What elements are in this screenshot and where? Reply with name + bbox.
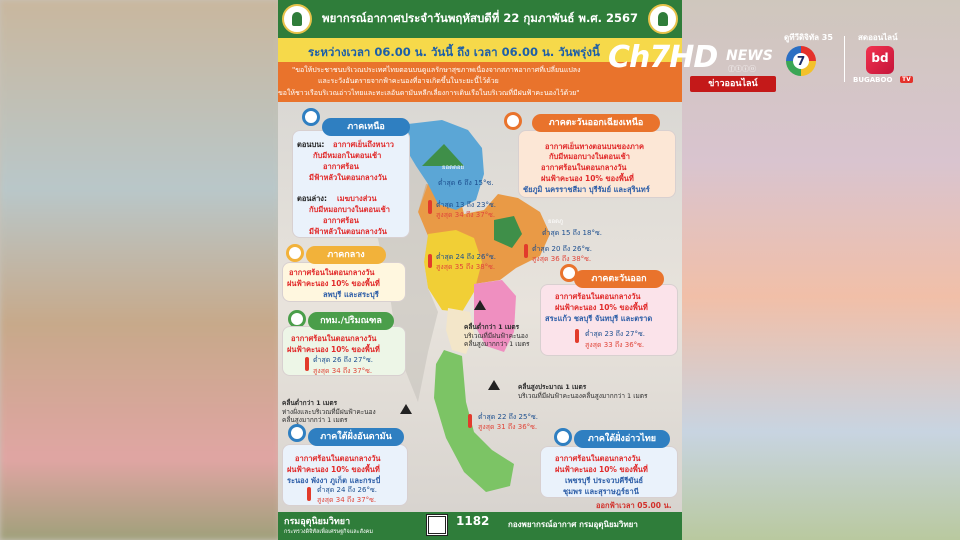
ch7hd-logo: Ch7HD [608,40,718,75]
channel7-icon: 7 [786,46,816,76]
bangkok-tmin: ต่ำสุด 26 ถึง 27°ซ. [313,356,373,364]
north-line: เมฆบางส่วน [337,194,377,203]
south-west-pin-icon [288,424,306,442]
advisory-line: "ขอให้ประชาชนบริเวณประเทศไทยตอนบนดูแลรักษาสุขภาพเนื่องจากสภาพอากาศที่เปลี่ยนแปลง [292,66,581,74]
weather-forecast-poster [278,0,682,540]
blurred-background-left [0,0,280,540]
andaman-wave-sub: คลื่นสูงมากกว่า 1 เมตร [282,416,348,424]
north-top-label: ตอนบน: [297,140,325,149]
bangkok-header: กทม./ปริมณฑล [308,312,394,330]
northeast-pin-icon [504,112,522,130]
central-card [282,262,406,302]
north-line: อากาศร้อน [323,162,359,171]
central-pin-icon [286,244,304,262]
north-line: กับมีหมอกในตอนเช้า [313,151,382,160]
advisory-line: ขอให้ชาวเรือบริเวณอ่าวไทยและทะเลอันดามันหลีกเลี่ยงการเดินเรือในบริเวณที่มีฝนฟ้าคะนองไว้ด้วย" [278,89,580,97]
footer-ministry: กระทรวงดิจิทัลเพื่อเศรษฐกิจและสังคม [284,529,373,535]
bugaboo-label: BUGABOO [853,76,893,84]
thermometer-icon [307,487,311,501]
central-line: ฝนฟ้าคะนอง 10% ของพื้นที่ [287,279,380,288]
north-pin-icon [302,108,320,126]
gulf-upper-wave-sub: คลื่นสูงมากกว่า 1 เมตร [464,340,530,348]
north-tmin: ต่ำสุด 13 ถึง 23°ซ. [436,201,496,209]
north-card [292,130,410,238]
hotline-number: 1182 [456,514,490,528]
north-bottom-label: ตอนล่าง: [297,194,327,203]
bugaboo-app-label: bd [871,51,889,65]
northeast-provinces: ชัยภูมิ นครราชสีมา บุรีรัมย์ และสุรินทร์ [523,185,650,194]
south-east-line: อากาศร้อนในตอนกลางวัน [555,454,641,463]
news-online-badge: ข่าวออนไลน์ [690,76,776,92]
east-line: ฝนฟ้าคะนอง 10% ของพื้นที่ [555,303,648,312]
northeast-tmin: ต่ำสุด 20 ถึง 26°ซ. [532,245,592,253]
northeast-peak-label: ยอดภู [548,218,563,225]
northeast-line: อากาศร้อนในตอนกลางวัน [541,163,627,172]
advisory-line: และระวังอันตรายจากฟ้าคะนองที่อาจเกิดขึ้นในระยะนี้ไว้ด้วย [318,77,499,85]
north-line: กับมีหมอกบางในตอนเช้า [309,205,390,214]
thermometer-icon [305,357,309,371]
south-west-tmin: ต่ำสุด 24 ถึง 26°ซ. [317,486,377,494]
south-east-tmin: ต่ำสุด 22 ถึง 25°ซ. [478,413,538,421]
east-line: อากาศร้อนในตอนกลางวัน [555,292,641,301]
northeast-line: อากาศเย็นทางตอนบนของภาค [545,142,644,151]
bugaboo-app-icon[interactable] [866,46,894,74]
issued-time: ออกฟ้าเวลา 05.00 น. [596,501,672,510]
northeast-line: กับมีหมอกบางในตอนเช้า [549,152,630,161]
east-card [540,284,678,356]
boat-icon [488,380,500,390]
thermometer-icon [468,414,472,428]
ministry-emblem-icon [648,4,678,34]
south-east-line: ฝนฟ้าคะนอง 10% ของพื้นที่ [555,465,648,474]
boat-icon [400,404,412,414]
north-line: มีฟ้าหลัวในตอนกลางวัน [309,173,387,182]
central-tmin: ต่ำสุด 24 ถึง 26°ซ. [436,253,496,261]
north-peak-temp: ต่ำสุด 6 ถึง 15°ซ. [438,179,494,187]
gulf-upper-wave: คลื่นต่ำกว่า 1 เมตร [464,323,520,331]
bangkok-tmax: สูงสุด 34 ถึง 37°ซ. [313,367,373,375]
south-east-tmax: สูงสุด 31 ถึง 36°ซ. [478,423,538,431]
east-header: ภาคตะวันออก [574,270,664,288]
south-west-card [282,444,408,506]
thermometer-icon [428,200,432,214]
digital-tv-label: ดูทีวีดิจิทัล 35 [784,33,833,42]
footer-division: กองพยากรณ์อากาศ กรมอุตุนิยมวิทยา [508,520,638,529]
gulf-lower-wave: คลื่นสูงประมาณ 1 เมตร [518,383,587,391]
south-west-header: ภาคใต้ฝั่งอันดามัน [308,428,404,446]
south-east-provinces: เพชรบุรี ประจวบคีรีขันธ์ [565,476,644,485]
northeast-line: ฝนฟ้าคะนอง 10% ของพื้นที่ [541,174,634,183]
north-line: อากาศเย็นถึงหนาว [333,140,395,149]
north-line: อากาศร้อน [323,216,359,225]
social-icons: ⓕⓣⓘⓞ [728,65,756,73]
andaman-wave: คลื่นต่ำกว่า 1 เมตร [282,399,338,407]
north-line: มีฟ้าหลัวในตอนกลางวัน [309,227,387,236]
bangkok-line: ฝนฟ้าคะนอง 10% ของพื้นที่ [287,345,380,354]
east-tmax: สูงสุด 33 ถึง 36°ซ. [585,341,645,349]
northeast-card [518,130,676,198]
south-east-card [540,446,678,498]
qr-code-icon [426,514,448,536]
north-peak-label: ยอดดอย [442,164,465,171]
poster-title: พยากรณ์อากาศประจำวันพฤหัสบดีที่ 22 กุมภาพันธ์ พ.ศ. 2567 [321,11,638,25]
east-tmin: ต่ำสุด 23 ถึง 27°ซ. [585,330,645,338]
gulf-lower-wave-sub: บริเวณที่มีฝนฟ้าคะนองคลื่นสูงมากกว่า 1 เมตร [518,392,648,400]
boat-icon [474,300,486,310]
thermometer-icon [428,254,432,268]
south-east-header: ภาคใต้ฝั่งอ่าวไทย [574,430,670,448]
central-provinces: ลพบุรี และสระบุรี [323,290,379,299]
time-range-text: ระหว่างเวลา 06.00 น. วันนี้ ถึง เวลา 06.00 น. วันพรุ่งนี้ [308,45,600,59]
south-west-line: อากาศร้อนในตอนกลางวัน [295,454,381,463]
online-live-label: สดออนไลน์ [858,33,898,42]
north-header: ภาคเหนือ [322,118,410,136]
thermometer-icon [524,244,528,258]
northeast-tmax: สูงสุด 36 ถึง 38°ซ. [532,255,592,263]
east-provinces: สระแก้ว ชลบุรี จันทบุรี และตราด [545,314,653,323]
south-east-pin-icon [554,428,572,446]
tmd-emblem-icon [282,4,312,34]
central-tmax: สูงสุด 35 ถึง 38°ซ. [436,263,496,271]
overlay-divider [844,36,845,82]
north-tmax: สูงสุด 34 ถึง 37°ซ. [436,211,496,219]
thermometer-icon [575,329,579,343]
bugaboo-tv-badge: TV [902,76,911,83]
northeast-peak-temp: ต่ำสุด 15 ถึง 18°ซ. [542,229,602,237]
south-east-provinces: ชุมพร และสุราษฎร์ธานี [563,487,639,496]
footer-org: กรมอุตุนิยมวิทยา [284,517,351,527]
gulf-upper-wave-sub: บริเวณที่มีฝนฟ้าคะนอง [464,332,528,340]
central-line: อากาศร้อนในตอนกลางวัน [289,268,375,277]
bangkok-line: อากาศร้อนในตอนกลางวัน [291,334,377,343]
south-west-tmax: สูงสุด 34 ถึง 37°ซ. [317,496,377,504]
central-header: ภาคกลาง [306,246,386,264]
south-west-line: ฝนฟ้าคะนอง 10% ของพื้นที่ [287,465,380,474]
south-west-provinces: ระนอง พังงา ภูเก็ต และกระบี่ [287,476,381,485]
bangkok-card [282,326,406,376]
news-logo-text: NEWS [726,48,773,64]
andaman-wave-sub: ห่างฝั่งและบริเวณที่มีฝนฟ้าคะนอง [282,408,376,416]
northeast-header: ภาคตะวันออกเฉียงเหนือ [532,114,660,132]
